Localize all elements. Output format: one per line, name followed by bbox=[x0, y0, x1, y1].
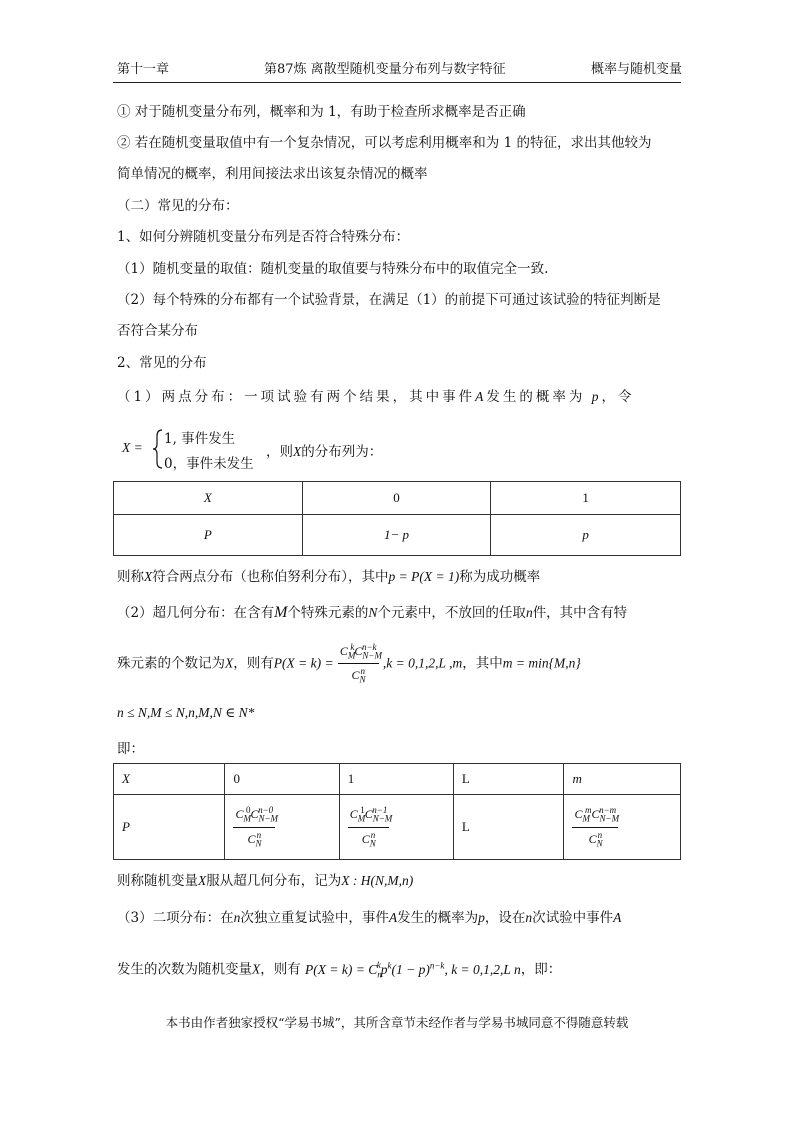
prob-fraction-1: $\frac{C_M^1C_{N-M}^{n-1}}{C_N^n}$ bbox=[349, 805, 393, 848]
bernoulli-note: 则称X符合两点分布（也称伯努利分布），其中p = P(X = 1)称为成功概率 bbox=[117, 569, 541, 585]
case-0: 0，事件未发生 bbox=[164, 456, 254, 472]
two-point-definition-var: X = bbox=[122, 440, 143, 455]
topic-label: 概率与随机变量 bbox=[591, 62, 683, 77]
binomial-intro-line-2: 发生的次数为随机变量X，则有 $P(X = k) = C_n^kp^k(1 - p)^{n-k}$, k = 0,1,2,L n，即： bbox=[117, 960, 562, 980]
table-row bbox=[114, 795, 681, 860]
table-cell: 0 bbox=[302, 482, 491, 515]
binomial-formula: $P(X = k) = C_n^kp^k(1 - p)^{n-k}$, k = 0,1,2,L n bbox=[305, 960, 521, 980]
table-row bbox=[114, 764, 681, 795]
table-cell: P bbox=[114, 515, 303, 556]
bernoulli-table bbox=[113, 481, 681, 556]
table-cell: 1 bbox=[491, 482, 681, 515]
prob-fraction-0: $\frac{C_M^0C_{N-M}^{n-0}}{C_N^n}$ bbox=[235, 805, 279, 848]
table-cell: 1 bbox=[339, 764, 453, 795]
note-1: ① 对于随机变量分布列，概率和为 1，有助于检查所求概率是否正确 bbox=[117, 104, 526, 120]
table-cell: m bbox=[564, 764, 681, 795]
left-brace bbox=[152, 428, 164, 470]
note-2-line-2: 简单情况的概率，利用间接法求出该复杂情况的概率 bbox=[117, 166, 428, 182]
subsection-1-point-1: （1）随机变量的取值：随机变量的取值要与特殊分布中的取值完全一致. bbox=[117, 261, 549, 277]
note-2-line-1: ② 若在随机变量取值中有一个复杂情况，可以考虑利用概率和为 1 的特征，求出其他较为 bbox=[117, 135, 652, 151]
binomial-intro-line-1: （3）二项分布：在n次独立重复试验中，事件A发生的概率为p，设在n次试验中事件A bbox=[117, 910, 622, 926]
section-title: 第87炼 离散型随机变量分布列与数字特征 bbox=[264, 62, 506, 77]
table-cell: X bbox=[114, 482, 303, 515]
table-cell: 0 bbox=[225, 764, 339, 795]
table-cell bbox=[564, 795, 681, 860]
subsection-1-point-2-line-2: 否符合某分布 bbox=[117, 323, 198, 339]
case-1: 1, 事件发生 bbox=[164, 431, 236, 447]
hypergeometric-note: 则称随机变量X服从超几何分布，记为X : H(N,M,n) bbox=[117, 873, 414, 889]
table-cell bbox=[339, 795, 453, 860]
ie-label: 即： bbox=[117, 741, 144, 757]
subsection-1-title: 1、如何分辨随机变量分布列是否符合特殊分布： bbox=[117, 229, 410, 245]
table-cell bbox=[225, 795, 339, 860]
table-cell: 1− p bbox=[302, 515, 491, 556]
hypergeometric-table bbox=[113, 763, 681, 860]
hypergeometric-intro-line-2: 殊元素的个数记为X，则有P(X = k) = $\frac{C_M^kC_{N-M}^{n-k}}{C_N^n}$ ,k = 0,1,2,L ,m，其中m = min{M,n} bbox=[117, 640, 581, 688]
hypergeometric-conditions: n ≤ N,M ≤ N,n,M,N ∈ N* bbox=[117, 705, 255, 720]
table-row bbox=[114, 515, 681, 556]
prob-fraction-m: $\frac{C_M^mC_{N-M}^{n-m}}{C_N^n}$ bbox=[574, 805, 620, 848]
subsection-1-point-2-line-1: （2）每个特殊的分布都有一个试验背景，在满足（1）的前提下可通过该试验的特征判断是 bbox=[117, 292, 661, 308]
hypergeometric-intro-line-1: （2）超几何分布：在含有M个特殊元素的N个元素中，不放回的任取n件，其中含有特 bbox=[117, 604, 628, 621]
copyright-footer: 本书由作者独家授权“学易书城”，其所含章节未经作者与学易书城同意不得随意转载 bbox=[165, 1015, 629, 1030]
chapter-label: 第十一章 bbox=[117, 62, 170, 77]
definition-after: ，则X的分布列为： bbox=[266, 444, 383, 460]
subsection-2-title: 2、常见的分布 bbox=[117, 355, 207, 371]
header-rule bbox=[113, 82, 681, 83]
table-cell: L bbox=[453, 795, 564, 860]
table-cell: P bbox=[114, 795, 225, 860]
table-cell: X bbox=[114, 764, 225, 795]
two-point-intro: （1）两点分布：一项试验有两个结果，其中事件A发生的概率为 p，令 bbox=[117, 389, 635, 405]
hypergeometric-fraction: $\frac{C_M^kC_{N-M}^{n-k}}{C_N^n}$ bbox=[339, 642, 382, 685]
table-row bbox=[114, 482, 681, 515]
table-cell: L bbox=[453, 764, 564, 795]
section-2-title: （二）常见的分布： bbox=[117, 198, 239, 214]
table-cell: p bbox=[491, 515, 681, 556]
